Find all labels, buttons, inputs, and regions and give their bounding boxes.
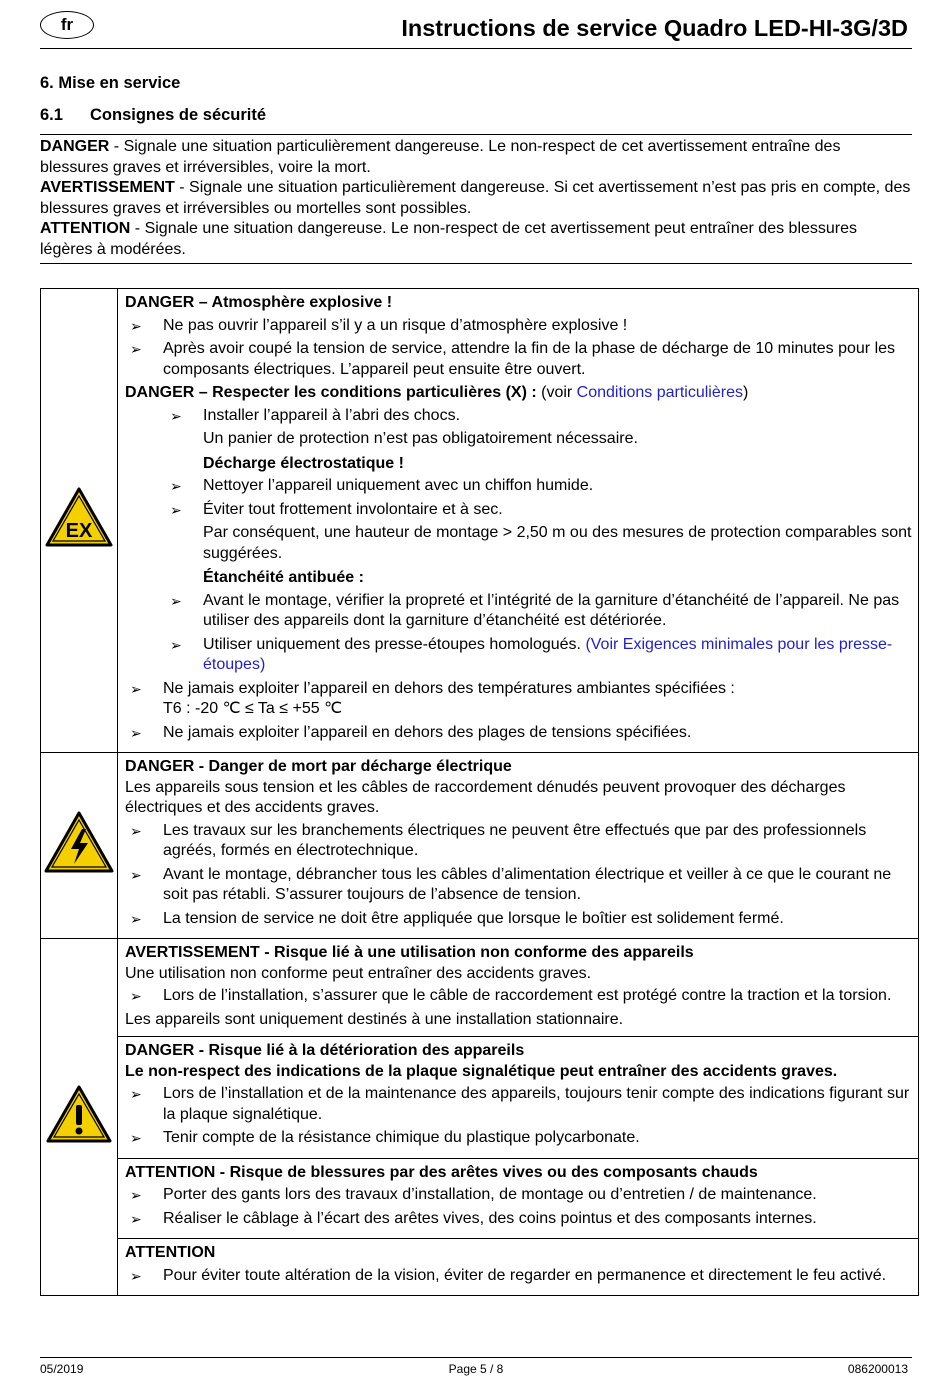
- subheading-seal: Étanchéité antibuée :: [203, 569, 364, 586]
- list-item: ➢ La tension de service ne doit être appliquée que lorsque le boîtier est solidement fermé.: [125, 909, 914, 930]
- page-footer: [40, 1357, 912, 1376]
- list-item: ➢ Après avoir coupé la tension de service, attendre la fin de la phase de décharge de 10 minutes pour les composants électriques. L’appareil peut ensuite être ouvert.: [125, 339, 914, 380]
- block-outro: Les appareils sont uniquement destinés à une installation stationnaire.: [125, 1010, 624, 1028]
- table-row: [41, 939, 919, 1037]
- icon-cell: [41, 289, 118, 753]
- list-item: ➢ Utiliser uniquement des presse-étoupes homologués. (Voir Exigences minimales pour les presse-étoupes): [125, 635, 914, 676]
- svg-text:EX: EX: [65, 520, 93, 543]
- legend-danger: DANGER - Signale une situation particulièrement dangereuse. Le non-respect de cet avertissement entraîne des blessures graves et irréversibles, voire la mort.: [40, 138, 841, 176]
- list-item: ➢ Installer l’appareil à l’abri des chocs.: [125, 406, 914, 427]
- temperature-range: T6 : -20 ℃ ≤ Ta ≤ +55 ℃: [163, 700, 343, 717]
- block-title: ATTENTION - Risque de blessures par des arêtes vives ou des composants chauds: [125, 1163, 758, 1181]
- electric-shock-block: [118, 753, 919, 939]
- subsection-heading: [40, 105, 266, 126]
- footer-page-number: Page 5 / 8: [448, 1362, 504, 1376]
- list-item: ➢ Nettoyer l’appareil uniquement avec un chiffon humide.: [125, 476, 914, 497]
- list-item-continuation: Par conséquent, une hauteur de montage > 2,50 m ou des mesures de protection comparables sont suggérées.: [203, 524, 912, 562]
- list-item: ➢ Ne jamais exploiter l’appareil en dehors des températures ambiantes spécifiées : T6 : -20 ℃ ≤ Ta ≤ +55 ℃: [125, 679, 914, 720]
- footer-date: 05/2019: [40, 1362, 84, 1376]
- explosive-atmosphere-block: [118, 289, 919, 753]
- block-title: ATTENTION: [125, 1244, 216, 1261]
- list-item: ➢ Ne jamais exploiter l’appareil en dehors des plages de tensions spécifiées.: [125, 723, 914, 744]
- list-item: ➢ Avant le montage, vérifier la propreté et l’intégrité de la garniture d’étanchéité de l’appareil. Ne pas utiliser des appareils dont la garniture d’étanchéité est détériorée.: [125, 591, 914, 632]
- general-warning-icon: [46, 1085, 112, 1143]
- block-title: DANGER - Risque lié à la détérioration des appareils: [125, 1042, 525, 1059]
- explosion-hazard-icon: [45, 487, 113, 547]
- list-item: ➢ Ne pas ouvrir l’appareil s’il y a un risque d’atmosphère explosive !: [125, 316, 914, 337]
- conditions-link[interactable]: Conditions particulières: [576, 384, 743, 401]
- subheading-esd: Décharge électrostatique !: [203, 454, 404, 472]
- block-title: AVERTISSEMENT - Risque lié à une utilisation non conforme des appareils: [125, 944, 694, 961]
- table-row: [41, 1239, 919, 1296]
- improper-use-block: [118, 939, 919, 1037]
- legend-caution: ATTENTION - Signale une situation dangereuse. Le non-respect de cet avertissement peut entraîner des blessures légères à modérées.: [40, 220, 858, 258]
- list-item: ➢ Réaliser le câblage à l’écart des arêtes vives, des coins pointus et des composants internes.: [125, 1209, 914, 1230]
- block-subtitle: Le non-respect des indications de la plaque signalétique peut entraîner des accidents graves.: [125, 1062, 838, 1080]
- block-title: DANGER – Atmosphère explosive !: [125, 294, 393, 311]
- table-row: [41, 289, 919, 753]
- special-conditions-heading: DANGER – Respecter les conditions particulières (X) : (voir Conditions particulières): [125, 384, 749, 401]
- list-item: ➢ Lors de l’installation, s’assurer que le câble de raccordement est protégé contre la traction et la torsion.: [125, 986, 914, 1007]
- block-title: DANGER - Danger de mort par décharge électrique: [125, 758, 512, 775]
- table-row: [41, 1037, 919, 1159]
- table-row: [41, 1158, 919, 1239]
- safety-table: [40, 288, 919, 1296]
- cable-gland-link[interactable]: (Voir Exigences minimales pour les presse-étoupes): [203, 635, 893, 673]
- language-badge: fr: [40, 11, 94, 39]
- legend-warning: AVERTISSEMENT - Signale une situation particulièrement dangereuse. Si cet avertissement n’est pas pris en compte, des blessures graves et irréversibles ou mortelles sont possibles.: [40, 179, 911, 217]
- list-item: ➢ Pour éviter toute altération de la vision, éviter de regarder en permanence et directement le feu activé.: [125, 1266, 914, 1287]
- block-intro: Les appareils sous tension et les câbles de raccordement dénudés peuvent provoquer des décharges électriques et des accidents graves.: [125, 778, 846, 816]
- device-damage-block: [118, 1037, 919, 1159]
- footer-document-code: 086200013: [847, 1362, 908, 1376]
- icon-cell: [41, 939, 118, 1296]
- list-item: ➢ Éviter tout frottement involontaire et à sec.: [125, 500, 914, 521]
- page-header: [40, 9, 912, 49]
- electric-shock-icon: [44, 811, 114, 873]
- table-row: [41, 753, 919, 939]
- section-heading: 6. Mise en service: [40, 74, 181, 92]
- list-item: ➢ Lors de l’installation et de la maintenance des appareils, toujours tenir compte des indications figurant sur la plaque signalétique.: [125, 1084, 914, 1125]
- sharp-edges-block: [118, 1158, 919, 1239]
- block-intro: Une utilisation non conforme peut entraîner des accidents graves.: [125, 964, 592, 982]
- list-item-continuation: Un panier de protection n’est pas obligatoirement nécessaire.: [203, 430, 638, 447]
- subsection-title: Consignes de sécurité: [90, 106, 267, 124]
- list-item: ➢ Tenir compte de la résistance chimique du plastique polycarbonate.: [125, 1128, 914, 1149]
- list-item: ➢ Les travaux sur les branchements électriques ne peuvent être effectués que par des professionnels agréés, formés en électrotechnique.: [125, 821, 914, 862]
- icon-cell: [41, 753, 118, 939]
- list-item: ➢ Avant le montage, débrancher tous les câbles d’alimentation électrique et veiller à ce que le courant ne soit pas rétabli. S’assurer toujours de l’absence de tension.: [125, 865, 914, 906]
- subsection-number: 6.1: [40, 106, 63, 124]
- list-item: ➢ Porter des gants lors des travaux d’installation, de montage ou d’entretien / de maintenance.: [125, 1185, 914, 1206]
- signal-word-legend: [40, 134, 912, 264]
- vision-block: [118, 1239, 919, 1296]
- document-title: Instructions de service Quadro LED-HI-3G/3D: [401, 15, 908, 41]
